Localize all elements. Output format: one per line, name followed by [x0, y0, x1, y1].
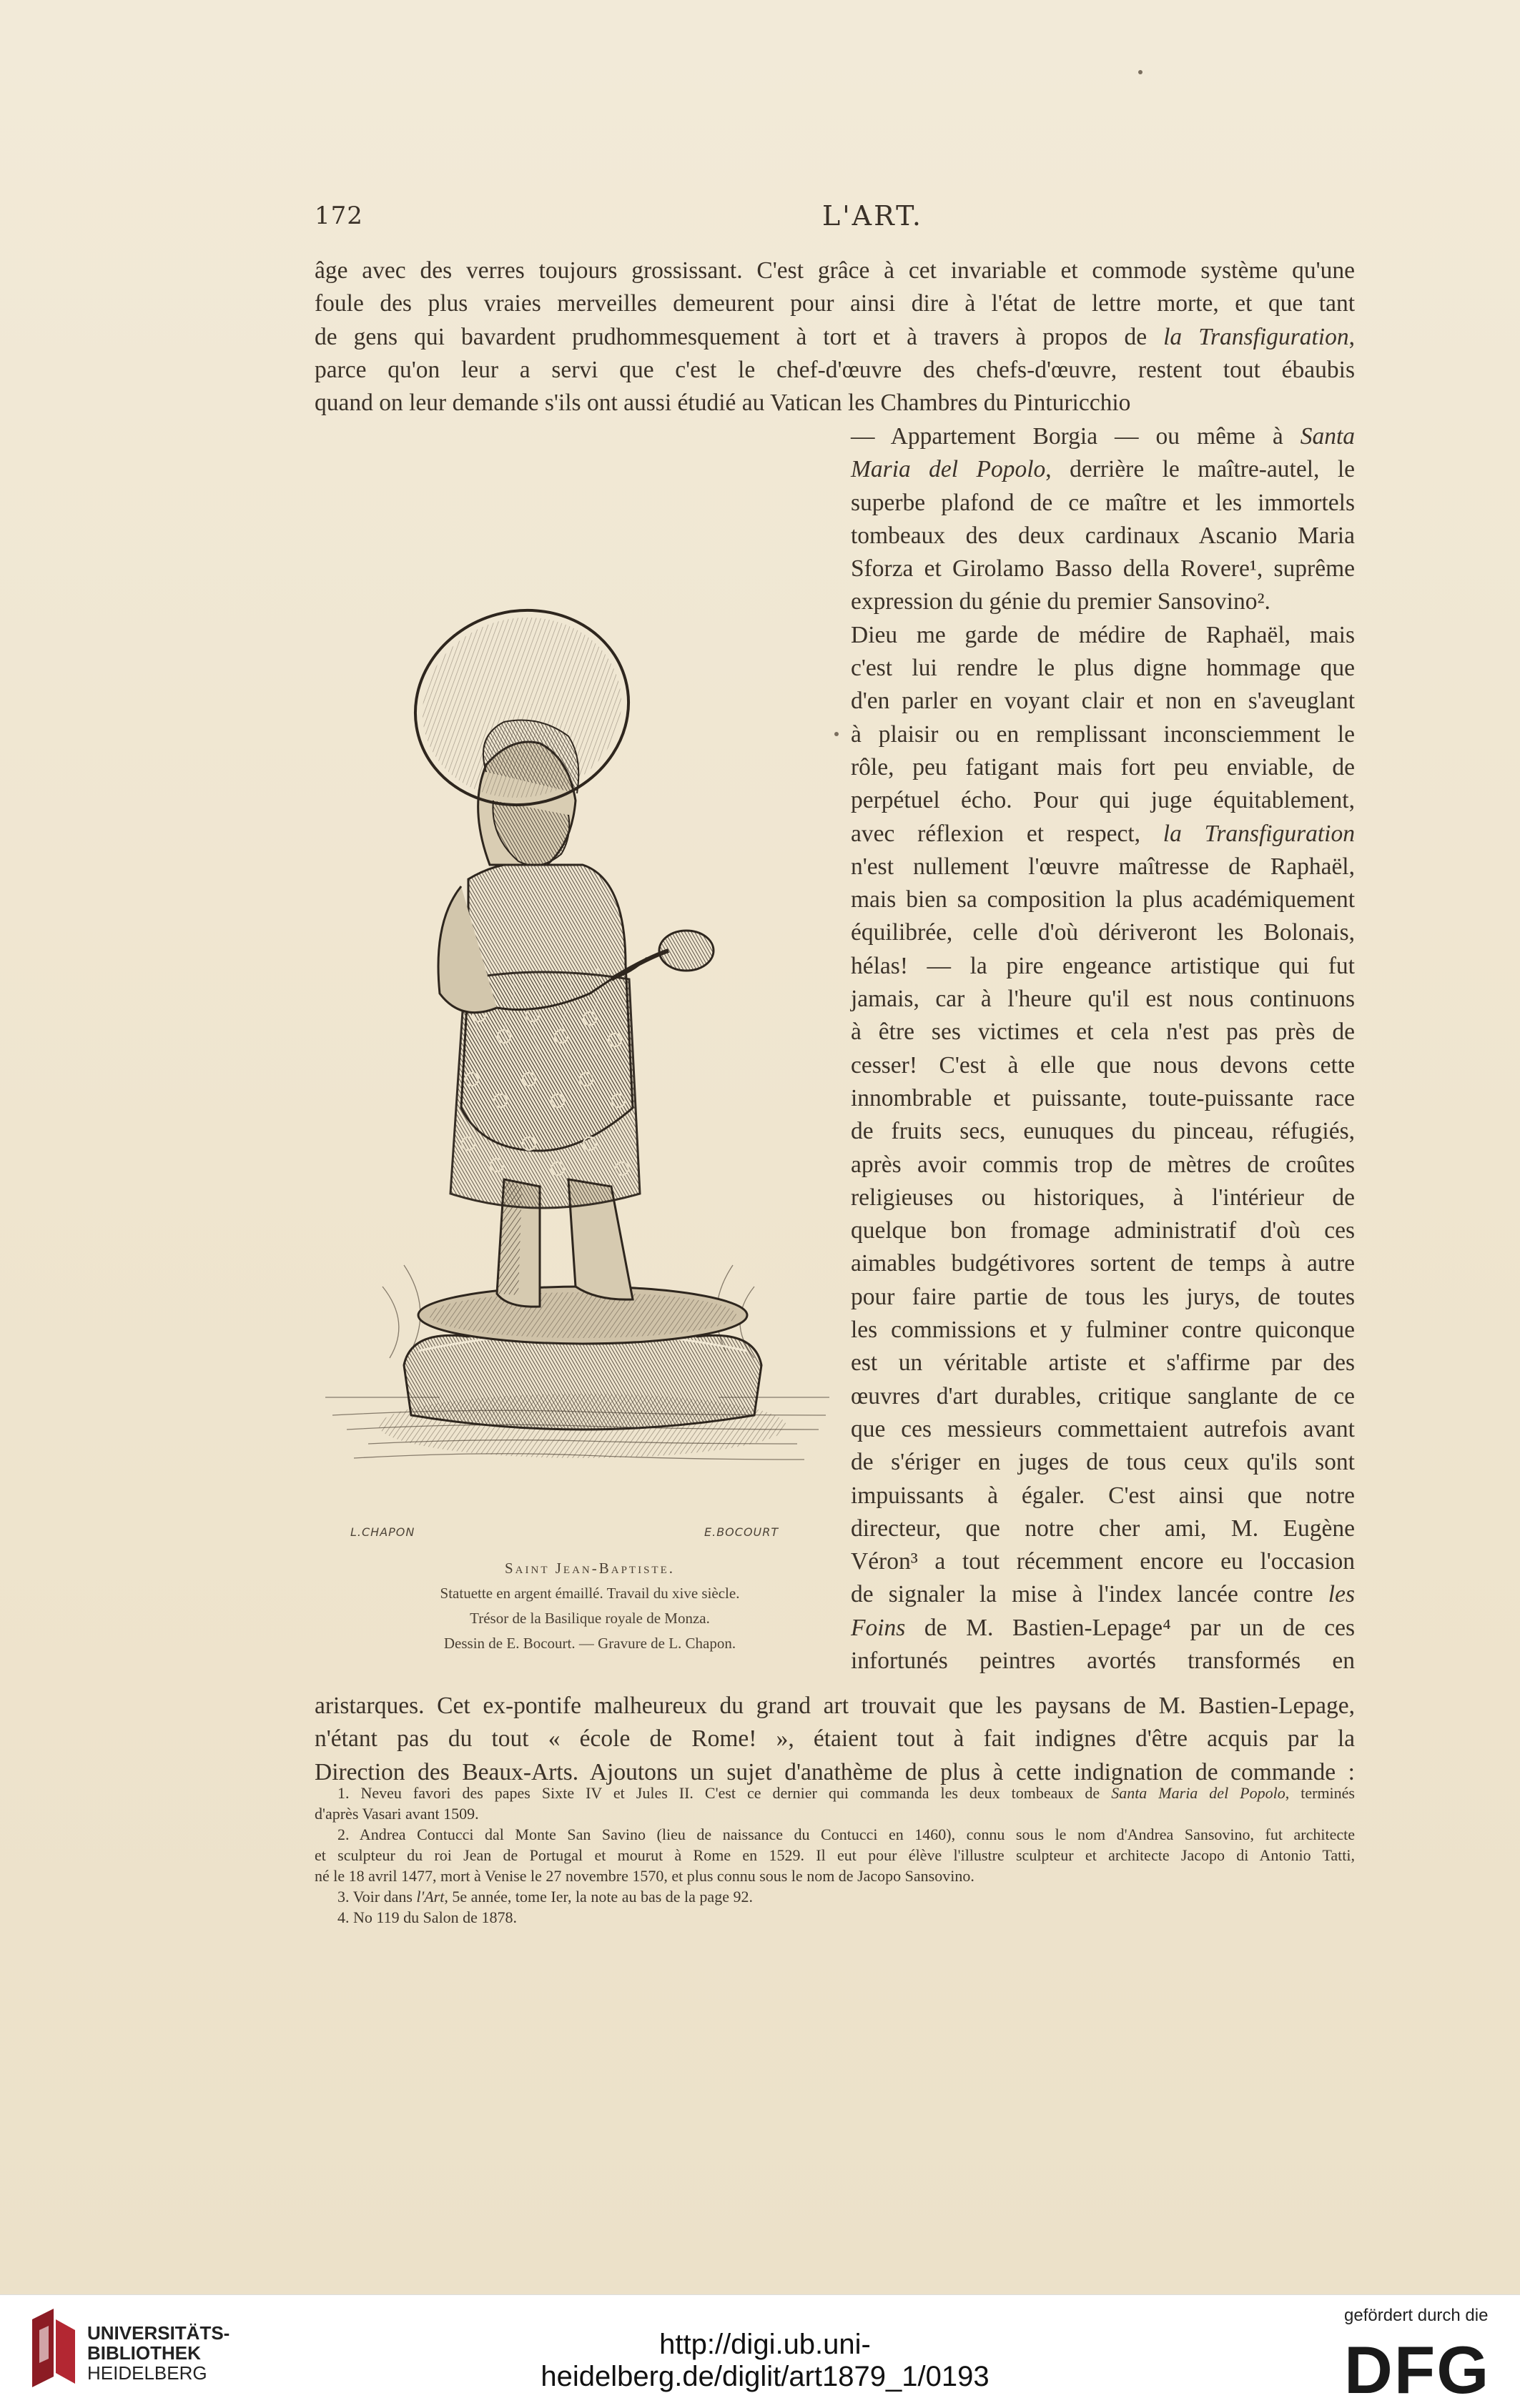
body-text-top — [315, 254, 1355, 420]
text-line: tombeaux des deux cardinaux Ascanio Maria — [851, 522, 1355, 549]
figure-caption-line: Dessin de E. Bocourt. — Gravure de L. Chapon. — [443, 1635, 736, 1652]
text-line: aimables budgétivores sortent de temps à autre — [851, 1250, 1355, 1277]
text-line: innombrable et puissante, toute-puissante race — [851, 1084, 1355, 1111]
draughtsman-signature: E.BOCOURT — [704, 1525, 779, 1539]
text-line: cesser! C'est à elle que nous devons cette — [851, 1051, 1355, 1079]
scan-speck — [834, 732, 839, 736]
text-line: Maria del Popolo, derrière le maître-autel, le — [851, 456, 1355, 483]
text-line: quelque bon fromage administratif d'où ces — [851, 1217, 1355, 1244]
figure-caption-line: Statuette en argent émaillé. Travail du xive siècle. — [440, 1585, 740, 1602]
journal-title: L'ART. — [822, 200, 923, 232]
scan-speck — [1138, 70, 1143, 74]
dfg-logo: DFG — [1344, 2332, 1491, 2407]
text-line: perpétuel écho. Pour qui juge équitablement, — [851, 787, 1355, 814]
text-line: directeur, que notre cher ami, M. Eugène — [851, 1515, 1355, 1542]
text-line: mais bien sa composition la plus académiquement — [851, 886, 1355, 913]
footnote-line: et sculpteur du roi Jean de Portugal et mourut à Rome en 1529. Il eut pour élève l'illustre sculpteur et architecte Jacopo di Antonio Tatti, — [315, 1846, 1355, 1864]
text-line: — Appartement Borgia — ou même à Santa — [851, 423, 1355, 450]
footnote-line: 2. Andrea Contucci dal Monte San Savino (lieu de naissance du Contucci en 1460), connu sous le nom d'Andrea Sansovino, fut architecte — [337, 1825, 1355, 1843]
funder-label: gefördert durch die — [1344, 2306, 1489, 2325]
text-line: Sforza et Girolamo Basso della Rovere¹, suprême — [851, 555, 1355, 583]
figure-caption-title: Saint Jean-Baptiste. — [504, 1560, 675, 1577]
saint-john-statuette-illustration — [325, 465, 833, 1551]
text-line: superbe plafond de ce maître et les immortels — [851, 489, 1355, 516]
text-line: jamais, car à l'heure qu'il est nous continuons — [851, 986, 1355, 1013]
text-line: âge avec des verres toujours grossissant. C'est grâce à cet invariable et commode système qu'une — [315, 257, 1355, 284]
footnotes — [315, 1783, 1355, 1928]
body-text-bottom — [315, 1690, 1355, 1789]
text-line: rôle, peu fatigant mais fort peu enviable, de — [851, 753, 1355, 781]
text-line: est un véritable artiste et s'affirme par des — [851, 1349, 1355, 1377]
institution-name-line: HEIDELBERG — [87, 2362, 207, 2384]
permalink-url[interactable]: http://digi.ub.uni-heidelberg.de/diglit/art1879_1/0193 — [541, 2329, 990, 2392]
text-line: de fruits secs, eunuques du pinceau, réfugiés, — [851, 1118, 1355, 1145]
text-line: de s'ériger en juges de tous ceux qu'ils sont — [851, 1449, 1355, 1476]
text-line: aristarques. Cet ex-pontife malheureux du grand art trouvait que les paysans de M. Bastien-Lepage, — [315, 1693, 1355, 1719]
text-line: foule des plus vraies merveilles demeurent pour ainsi dire à l'état de lettre morte, et que tant — [315, 290, 1355, 317]
text-line: à plaisir ou en remplissant inconsciemment le — [851, 720, 1355, 748]
text-line: n'étant pas du tout « école de Rome! », étaient tout à fait indignes d'être acquis par la — [315, 1725, 1355, 1753]
text-line: hélas! — la pire engeance artistique qui fut — [851, 952, 1355, 979]
text-line: expression du génie du premier Sansovino². — [851, 588, 1270, 615]
text-line: que ces messieurs commettaient autrefois avant — [851, 1415, 1355, 1442]
figure-caption-line: Trésor de la Basilique royale de Monza. — [470, 1610, 710, 1627]
institution-name — [87, 2323, 230, 2383]
text-line: Dieu me garde de médire de Raphaël, mais — [851, 621, 1355, 648]
university-library-logo-icon — [29, 2309, 79, 2387]
text-line: c'est lui rendre le plus digne hommage que — [851, 655, 1355, 682]
text-line: œuvres d'art durables, critique sanglante de ce — [851, 1382, 1355, 1409]
footnote-line: 1. Neveu favori des papes Sixte IV et Jules II. C'est ce dernier qui commanda les deux tombeaux de Santa Maria del Popolo, terminés — [337, 1784, 1355, 1802]
footnote-line: né le 18 avril 1477, mort à Venise le 27 novembre 1570, et plus connu sous le nom de Jacopo Sansovino. — [315, 1867, 974, 1885]
footnote-line: 3. Voir dans l'Art, 5e année, tome Ier, la note au bas de la page 92. — [337, 1888, 753, 1906]
engraver-signature: L.CHAPON — [350, 1525, 415, 1539]
text-line: quand on leur demande s'ils ont aussi étudié au Vatican les Chambres du Pinturicchio — [315, 390, 1131, 417]
text-line: équilibrée, celle d'où dériveront les Bolonais, — [851, 919, 1355, 946]
institution-name-line: BIBLIOTHEK — [87, 2342, 201, 2364]
text-line: les commissions et y fulminer contre quiconque — [851, 1317, 1355, 1344]
text-line: parce qu'on leur a servi que c'est le chef-d'œuvre des chefs-d'œuvre, restent tout ébaubis — [315, 356, 1355, 383]
text-line: religieuses ou historiques, à l'intérieur de — [851, 1184, 1355, 1211]
text-line: de signaler la mise à l'index lancée contre les — [851, 1581, 1355, 1608]
institution-name-line: UNIVERSITÄTS- — [87, 2322, 230, 2344]
text-line: infortunés peintres avortés transformés en — [851, 1647, 1355, 1674]
text-line: d'en parler en voyant clair et non en s'aveuglant — [851, 688, 1355, 715]
page-number: 172 — [315, 202, 363, 230]
text-line: Direction des Beaux-Arts. Ajoutons un sujet d'anathème de plus à cette indignation de commande : — [315, 1758, 1355, 1785]
statue-engraving — [325, 465, 833, 1551]
text-line: Foins de M. Bastien-Lepage⁴ par un de ces — [851, 1614, 1355, 1641]
text-line: impuissants à égaler. C'est ainsi que notre — [851, 1482, 1355, 1509]
body-text-column — [851, 420, 1355, 1678]
text-line: pour faire partie de tous les jurys, de toutes — [851, 1283, 1355, 1310]
footnote-line: 4. No 119 du Salon de 1878. — [337, 1908, 517, 1926]
footnote-line: d'après Vasari avant 1509. — [315, 1805, 479, 1823]
text-line: n'est nullement l'œuvre maîtresse de Raphaël, — [851, 853, 1355, 880]
text-line: de gens qui bavardent prudhommesquement à tort et à travers à propos de la Transfiguration, — [315, 323, 1355, 350]
text-line: avec réflexion et respect, la Transfiguration — [851, 820, 1355, 847]
text-line: Véron³ a tout récemment encore eu l'occasion — [851, 1548, 1355, 1575]
text-line: à être ses victimes et cela n'est pas près de — [851, 1019, 1355, 1046]
text-line: après avoir commis trop de mètres de croûtes — [851, 1151, 1355, 1178]
